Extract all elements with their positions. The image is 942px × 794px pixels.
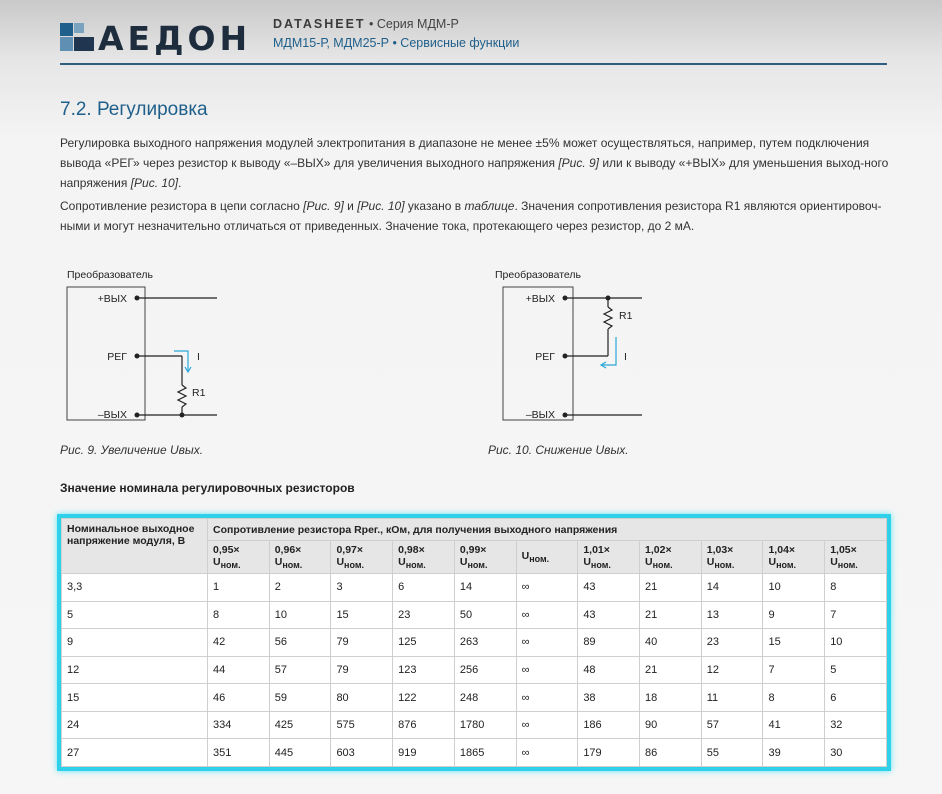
resistance-cell: 56 xyxy=(269,629,331,657)
resistance-cell: 15 xyxy=(763,629,825,657)
header-subtitle: МДМ15-Р, МДМ25-Р • Сервисные функции xyxy=(273,36,520,50)
resistance-cell: 1865 xyxy=(454,739,516,767)
resistance-cell: 18 xyxy=(640,684,702,712)
resistance-cell: 21 xyxy=(640,656,702,684)
voltage-cell: 24 xyxy=(62,711,208,739)
resistance-cell: 334 xyxy=(208,711,270,739)
resistance-cell: 80 xyxy=(331,684,393,712)
voltage-cell: 5 xyxy=(62,601,208,629)
col-header: 1,02× $U_{ном.}$ xyxy=(640,541,702,574)
resistance-cell: 179 xyxy=(578,739,640,767)
resistance-cell: 919 xyxy=(393,739,455,767)
table-title: Значение номинала регулировочных резисторов xyxy=(60,481,355,495)
voltage-cell: 27 xyxy=(62,739,208,767)
resistance-cell: 9 xyxy=(763,601,825,629)
table-row xyxy=(62,574,887,602)
resistance-cell: 6 xyxy=(825,684,887,712)
figure-10-caption: Рис. 10. Снижение Uвых. xyxy=(488,443,629,457)
resistor-table-highlight xyxy=(57,514,891,771)
resistance-cell: 7 xyxy=(825,601,887,629)
resistance-cell: ∞ xyxy=(516,739,578,767)
figure-ref: [Рис. 9] xyxy=(303,199,344,213)
group-header-resistance: Сопротивление резистора Rрег., кОм, для получения выходного напряжения xyxy=(208,519,887,541)
resistance-cell: 41 xyxy=(763,711,825,739)
col-multiplier: 0,98× xyxy=(398,543,425,556)
resistance-cell: 14 xyxy=(701,574,763,602)
resistance-cell: 39 xyxy=(763,739,825,767)
resistance-cell: 11 xyxy=(701,684,763,712)
col-header: 1,05× $U_{ном.}$ xyxy=(825,541,887,574)
series-label: • Серия МДМ-Р xyxy=(369,17,459,31)
resistance-cell: 13 xyxy=(701,601,763,629)
converter-label: Преобразователь xyxy=(495,269,582,281)
figure-ref: [Рис. 10] xyxy=(130,176,179,190)
col-header: 1,04× $U_{ном.}$ xyxy=(763,541,825,574)
col-header-nominal-voltage: Номинальное выходное напряжение модуля, В xyxy=(62,519,208,574)
col-header: 1,03× $U_{ном.}$ xyxy=(701,541,763,574)
resistance-cell: 32 xyxy=(825,711,887,739)
col-header: 0,99× $U_{ном.}$ xyxy=(454,541,516,574)
resistor-label: R1 xyxy=(192,387,206,399)
resistance-cell: 38 xyxy=(578,684,640,712)
resistance-cell: 3 xyxy=(331,574,393,602)
aedon-logo xyxy=(60,17,260,57)
current-label: I xyxy=(197,351,200,363)
col-header: $U_{ном.}$ xyxy=(516,541,578,574)
resistance-cell: 10 xyxy=(763,574,825,602)
logo-wordmark: АЕДОН xyxy=(98,19,252,57)
converter-box xyxy=(67,287,145,420)
resistance-cell: 445 xyxy=(269,739,331,767)
resistor-r1-icon xyxy=(604,307,612,329)
resistance-cell: 575 xyxy=(331,711,393,739)
resistor-values-table xyxy=(61,518,887,767)
resistance-cell: 57 xyxy=(701,711,763,739)
col-header: 0,96× $U_{ном.}$ xyxy=(269,541,331,574)
resistance-cell: 351 xyxy=(208,739,270,767)
col-header: 0,97× $U_{ном.}$ xyxy=(331,541,393,574)
resistance-cell: 43 xyxy=(578,574,640,602)
resistance-cell: 30 xyxy=(825,739,887,767)
col-header: 1,01× $U_{ном.}$ xyxy=(578,541,640,574)
resistance-cell: 86 xyxy=(640,739,702,767)
resistance-cell: ∞ xyxy=(516,684,578,712)
resistance-cell: 1 xyxy=(208,574,270,602)
resistance-cell: 2 xyxy=(269,574,331,602)
col-multiplier: 0,95× xyxy=(213,543,240,556)
paragraph-2: Сопротивление резистора в цепи согласно [Рис. 9] и [Рис. 10] указано в таблице. Значения сопротивления резистора R1 являются ориентировоч-ными и могут незначительно отличаться от приведенных. Значение тока, протекающего через резистор, до 2 мА. xyxy=(60,199,882,233)
resistance-cell: 8 xyxy=(825,574,887,602)
resistance-cell: 90 xyxy=(640,711,702,739)
resistance-cell: 123 xyxy=(393,656,455,684)
resistance-cell: 10 xyxy=(825,629,887,657)
table-row xyxy=(62,656,887,684)
figure-ref: [Рис. 9] xyxy=(558,156,600,170)
resistance-cell: 46 xyxy=(208,684,270,712)
voltage-cell: 9 xyxy=(62,629,208,657)
col-multiplier: 1,05× xyxy=(830,543,857,556)
resistance-cell: 10 xyxy=(269,601,331,629)
pin-reg: РЕГ xyxy=(535,351,555,363)
header-divider xyxy=(60,63,887,65)
table-row xyxy=(62,629,887,657)
table-row xyxy=(62,684,887,712)
resistance-cell: ∞ xyxy=(516,574,578,602)
resistance-cell: 48 xyxy=(578,656,640,684)
resistance-cell: 12 xyxy=(701,656,763,684)
logo-mark-icon xyxy=(60,17,260,57)
pin-reg: РЕГ xyxy=(107,351,127,363)
resistance-cell: 186 xyxy=(578,711,640,739)
resistance-cell: 14 xyxy=(454,574,516,602)
col-multiplier: 0,96× xyxy=(274,543,302,556)
resistance-cell: 79 xyxy=(331,656,393,684)
resistance-cell: 23 xyxy=(393,601,455,629)
voltage-cell: 15 xyxy=(62,684,208,712)
figure-ref: [Рис. 10] xyxy=(357,199,405,213)
col-header: 0,95× $U_{ном.}$ xyxy=(208,541,270,574)
resistance-cell: 15 xyxy=(331,601,393,629)
col-multiplier: 1,03× xyxy=(706,543,734,556)
resistance-cell: 21 xyxy=(640,601,702,629)
resistance-cell: 603 xyxy=(331,739,393,767)
circuit-diagram-fig9 xyxy=(60,265,280,435)
voltage-cell: 12 xyxy=(62,656,208,684)
resistance-cell: 8 xyxy=(763,684,825,712)
col-header: 0,98× $U_{ном.}$ xyxy=(393,541,455,574)
resistance-cell: 425 xyxy=(269,711,331,739)
resistor-r1-icon xyxy=(178,385,186,407)
converter-label: Преобразователь xyxy=(67,269,154,281)
figure-9-caption: Рис. 9. Увеличение Uвых. xyxy=(60,443,204,457)
col-multiplier: 0,99× xyxy=(459,543,487,556)
resistance-cell: 7 xyxy=(763,656,825,684)
resistance-cell: ∞ xyxy=(516,629,578,657)
resistance-cell: 59 xyxy=(269,684,331,712)
resistance-cell: ∞ xyxy=(516,656,578,684)
table-row xyxy=(62,739,887,767)
resistance-cell: 89 xyxy=(578,629,640,657)
voltage-cell: 3,3 xyxy=(62,574,208,602)
resistance-cell: 125 xyxy=(393,629,455,657)
resistance-cell: 263 xyxy=(454,629,516,657)
resistance-cell: 256 xyxy=(454,656,516,684)
pin-minus-out: –ВЫХ xyxy=(525,409,555,421)
resistance-cell: 43 xyxy=(578,601,640,629)
col-multiplier: 1,04× xyxy=(768,543,796,556)
table-row xyxy=(62,601,887,629)
resistance-cell: 8 xyxy=(208,601,270,629)
resistance-cell: ∞ xyxy=(516,601,578,629)
doc-type: DATASHEET xyxy=(273,17,366,31)
pin-plus-out: +ВЫХ xyxy=(97,293,127,305)
resistance-cell: 50 xyxy=(454,601,516,629)
resistance-cell: 248 xyxy=(454,684,516,712)
resistance-cell: 876 xyxy=(393,711,455,739)
paragraph-1: Регулировка выходного напряжения модулей электропитания в диапазоне не менее ±5% может осуществляться, например, путем подключения вывода «РЕГ» через резистор к выводу «–ВЫХ» для увеличения выходного напряжения [Рис. 9] или к выводу «+ВЫХ» для уменьшения выход-ного напряжения [Рис. 10]. xyxy=(60,136,889,190)
resistance-cell: 44 xyxy=(208,656,270,684)
col-multiplier: 1,01× xyxy=(583,543,610,556)
resistance-cell: ∞ xyxy=(516,711,578,739)
pin-minus-out: –ВЫХ xyxy=(97,409,127,421)
pin-plus-out: +ВЫХ xyxy=(525,293,555,305)
section-title: 7.2. Регулировка xyxy=(60,99,208,120)
col-multiplier: 0,97× xyxy=(336,543,364,556)
resistance-cell: 5 xyxy=(825,656,887,684)
resistance-cell: 55 xyxy=(701,739,763,767)
resistance-cell: 57 xyxy=(269,656,331,684)
table-row xyxy=(62,711,887,739)
circuit-diagram-fig10 xyxy=(488,265,708,435)
current-label: I xyxy=(624,351,627,363)
resistance-cell: 6 xyxy=(393,574,455,602)
table-ref: таблице xyxy=(464,199,515,213)
resistance-cell: 79 xyxy=(331,629,393,657)
resistance-cell: 1780 xyxy=(454,711,516,739)
resistance-cell: 40 xyxy=(640,629,702,657)
resistance-cell: 23 xyxy=(701,629,763,657)
header-line1 xyxy=(273,17,459,31)
resistance-cell: 42 xyxy=(208,629,270,657)
resistance-cell: 21 xyxy=(640,574,702,602)
col-multiplier: 1,02× xyxy=(645,543,672,556)
resistor-label: R1 xyxy=(619,310,633,322)
resistance-cell: 122 xyxy=(393,684,455,712)
